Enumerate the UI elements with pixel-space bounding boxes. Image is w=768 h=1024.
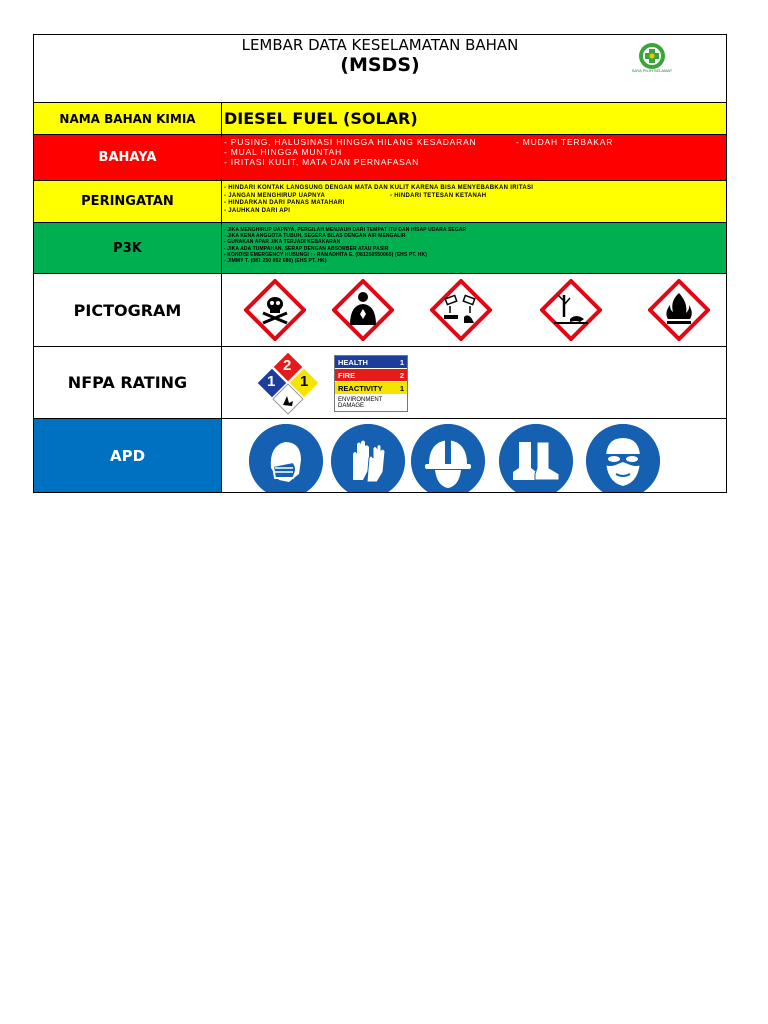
nfpa-content <box>222 347 726 418</box>
chemical-name-value: DIESEL FUEL (SOLAR) <box>224 109 418 128</box>
hazard-content <box>222 135 726 180</box>
safety-logo-icon <box>632 39 672 79</box>
respirator-mask-icon <box>249 424 323 492</box>
row-nfpa <box>34 347 726 419</box>
msds-header <box>34 35 726 103</box>
safety-goggles-icon <box>586 424 660 492</box>
warning-content <box>222 181 726 222</box>
corrosion-icon <box>430 279 492 341</box>
sheet-title: LEMBAR DATA KESELAMATAN BAHAN <box>241 36 519 54</box>
pictogram-label: PICTOGRAM <box>34 274 222 346</box>
warning-line: - JAUHKAN DARI API <box>224 207 291 214</box>
row-ppe <box>34 419 726 492</box>
logo-text: SAYA PILIH SELAMAT <box>631 68 673 73</box>
first-aid-line: - KONDISI EMERGENCY HUBUNGI : - RAMADHITA E. (081250550065) (EHS PT. HK) <box>224 251 427 258</box>
nfpa-table-row-reactivity: REACTIVITY 1 <box>335 382 407 395</box>
sheet-subtitle: (MSDS) <box>340 54 420 76</box>
nfpa-table-row-fire: FIRE 2 <box>335 369 407 382</box>
first-aid-content <box>222 223 726 273</box>
first-aid-label: P3K <box>34 223 222 273</box>
nfpa-fire-value: 2 <box>283 357 292 374</box>
row-hazard <box>34 135 726 181</box>
ppe-label: APD <box>34 419 222 492</box>
warning-label: PERINGATAN <box>34 181 222 222</box>
pictogram-content <box>222 274 726 346</box>
nfpa-table-row-environment: ENVIRONMENT DAMAGE <box>335 395 407 411</box>
first-aid-line: - GUNAKAN APAR JIKA TERJADI KEBAKARAN <box>224 239 341 246</box>
row-chemical-name <box>34 103 726 135</box>
ppe-content <box>222 419 726 492</box>
first-aid-line: - JIKA ADA TUMPAHAN, SERAP DENGAN ABSORBER ATAU PASIR <box>224 245 389 252</box>
first-aid-line: - JIKA MENGHIRUP UAPNYA, PERGILAH MENJAUH DARI TEMPAT ITU DAN HISAP UDARA SEGAR <box>224 227 467 233</box>
skull-crossbones-icon <box>244 279 306 341</box>
environment-icon <box>540 279 602 341</box>
hard-hat-icon <box>411 424 485 492</box>
health-hazard-icon <box>332 279 394 341</box>
hazard-line: - IRITASI KULIT, MATA DAN PERNAFASAN <box>224 157 420 167</box>
warning-line: - JANGAN MENGHIRUP UAPNYA - HINDARI TETESAN KETANAH <box>224 192 487 199</box>
first-aid-line: - JIMMY T. (081 250 052 680) (EHS PT. HK) <box>224 258 327 265</box>
nfpa-table <box>334 355 408 412</box>
hazard-line: - MUAL HINGGA MUNTAH <box>224 147 343 157</box>
nfpa-reactivity-value: 1 <box>300 373 309 390</box>
row-first-aid <box>34 223 726 274</box>
flame-icon <box>648 279 710 341</box>
safety-boots-icon <box>499 424 573 492</box>
nfpa-label: NFPA RATING <box>34 347 222 418</box>
warning-right-line: - HINDARI TETESAN KETANAH <box>390 192 487 199</box>
safety-gloves-icon <box>331 424 405 492</box>
hazard-right-line: - MUDAH TERBAKAR <box>516 137 614 147</box>
hazard-line: - PUSING, HALUSINASI HINGGA HILANG KESADARAN - MUDAH TERBAKAR <box>224 137 614 147</box>
nfpa-table-row-health: HEALTH 1 <box>335 356 407 369</box>
warning-line: - HINDARKAN DARI PANAS MATAHARI <box>224 200 345 206</box>
row-pictogram <box>34 274 726 347</box>
hazard-label: BAHAYA <box>34 135 222 180</box>
row-warning <box>34 181 726 223</box>
nfpa-diamond <box>256 351 320 415</box>
nfpa-health-value: 1 <box>267 373 276 390</box>
chemical-name-label: NAMA BAHAN KIMIA <box>34 103 222 134</box>
warning-line: - HINDARI KONTAK LANGSUNG DENGAN MATA DAN KULIT KARENA BISA MENYEBABKAN IRITASI <box>224 185 534 191</box>
first-aid-line: - JIKA KENA ANGGOTA TUBUH, SEGERA BILAS DENGAN AIR MENGALIR <box>224 233 406 240</box>
msds-sheet <box>33 34 727 493</box>
